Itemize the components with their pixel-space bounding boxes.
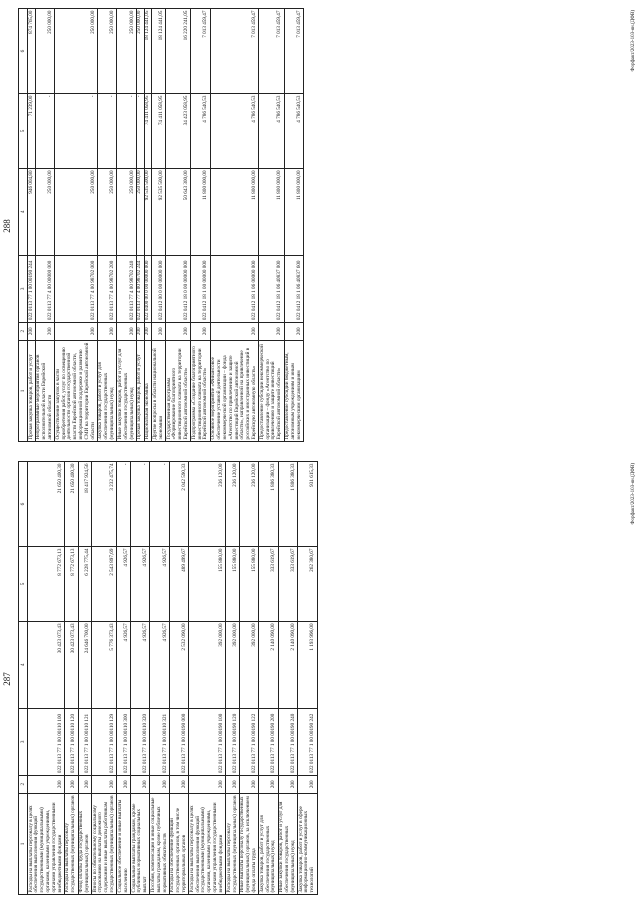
row-approved-cell: 250 000,00 — [97, 168, 116, 255]
row-admin-code-cell: 200 — [169, 775, 188, 793]
budget-table — [18, 461, 318, 895]
row-approved-cell: 250 000,00 — [136, 168, 144, 255]
column-header: 2 — [19, 322, 28, 340]
row-executed-cell: 2 543 897,69 — [92, 547, 117, 622]
row-remaining-cell: 250 000,00 — [136, 9, 144, 94]
row-approved-cell: 92 535 500,00 — [152, 168, 166, 255]
row-remaining-cell: 250 000,00 — [35, 9, 54, 94]
row-executed-cell: - — [55, 94, 98, 169]
row-executed-cell: 74 411 058,95 — [152, 94, 166, 169]
column-header: 6 — [19, 9, 28, 94]
row-budget-code-cell: 022 0113 77 1 00 00190 244 — [28, 255, 36, 322]
table-row — [278, 462, 297, 895]
row-budget-code-cell: 022 0113 77 1 00 00110 120 — [64, 708, 78, 775]
column-header: 2 — [19, 775, 28, 793]
row-name-cell: Расходы на выплаты персоналу в целях обеспечения выполнения функций государственными (муниципальными) органами, казенными учреждениями, органами управления государственными внебюджетными фондами — [189, 793, 226, 894]
table-row — [117, 9, 136, 442]
row-approved-cell: 250 000,00 — [35, 168, 54, 255]
row-executed-cell: 6 228 775,44 — [78, 547, 92, 622]
row-remaining-cell: 3 232 475,74 — [92, 462, 117, 547]
column-header: 1 — [19, 340, 28, 441]
row-name-cell: Прочая закупка товаров, работ и услуг — [136, 340, 144, 441]
row-name-cell: Иные закупки товаров, работ и услуг для обеспечения государственных (муниципальных) нужд — [117, 340, 136, 441]
row-remaining-cell: 7 013 459,47 — [191, 9, 210, 94]
row-admin-code-cell: 200 — [210, 322, 259, 340]
page-288 — [0, 0, 640, 452]
table-row — [64, 462, 78, 895]
row-budget-code-cell: 022 0113 77 1 00 00190 200 — [259, 708, 278, 775]
row-name-cell: Социальные выплаты гражданам, кроме публичных нормативных социальных выплат — [131, 793, 150, 894]
row-budget-code-cell: 022 0113 77 4 00 98702 240 — [117, 255, 136, 322]
row-executed-cell: 4 786 540,53 — [284, 94, 303, 169]
row-remaining-cell: - — [117, 462, 131, 547]
row-approved-cell: 11 800 000,00 — [284, 168, 303, 255]
row-admin-code-cell: 200 — [278, 775, 297, 793]
table-row — [97, 9, 116, 442]
row-name-cell: Фонд оплаты труда государственных (муниципальных) органов — [78, 793, 92, 894]
page-288-half — [0, 0, 640, 452]
row-approved-cell: 4 926,57 — [150, 621, 169, 708]
table-row — [136, 9, 144, 442]
row-remaining-cell: 250 000,00 — [97, 9, 116, 94]
row-executed-cell: 155 880,00 — [239, 547, 258, 622]
row-budget-code-cell: 022 0113 77 1 00 00110 321 — [150, 708, 169, 775]
row-remaining-cell: 1 806 380,33 — [278, 462, 297, 547]
row-executed-cell: 333 619,67 — [259, 547, 278, 622]
row-remaining-cell: 236 120,00 — [189, 462, 226, 547]
row-remaining-cell: 7 013 459,47 — [259, 9, 284, 94]
row-executed-cell: 262 380,67 — [298, 547, 317, 622]
table-row — [55, 9, 98, 442]
row-admin-code-cell: 200 — [28, 322, 36, 340]
row-budget-code-cell: 022 0113 77 1 00 00110 320 — [131, 708, 150, 775]
row-budget-code-cell: 022 0412 18 1 00 00000 000 — [191, 255, 210, 322]
row-executed-cell: 71 239,00 — [28, 94, 36, 169]
row-remaining-cell: 18 417 924,56 — [78, 462, 92, 547]
row-approved-cell: 4 926,57 — [131, 621, 150, 708]
table-row — [298, 462, 317, 895]
row-remaining-cell: 16 220 241,05 — [166, 9, 191, 94]
row-approved-cell: 2 140 090,00 — [278, 621, 297, 708]
row-remaining-cell: 1 806 380,33 — [259, 462, 278, 547]
row-budget-code-cell: 022 0113 77 4 00 98702 200 — [97, 255, 116, 322]
row-remaining-cell: 18 124 441,05 — [152, 9, 166, 94]
row-approved-cell: 250 000,00 — [55, 168, 98, 255]
row-admin-code-cell: 200 — [259, 775, 278, 793]
row-approved-cell: 50 643 300,00 — [166, 168, 191, 255]
table-row — [210, 9, 259, 442]
table-row — [259, 9, 284, 442]
row-name-cell: Иные выплаты персоналу государственных (муниципальных) органов, за исключением фонда оплаты труда — [239, 793, 258, 894]
row-remaining-cell: - — [131, 462, 150, 547]
row-executed-cell: 4 786 540,53 — [191, 94, 210, 169]
row-admin-code-cell: 200 — [131, 775, 150, 793]
table-row — [189, 462, 226, 895]
row-executed-cell: 4 926,57 — [117, 547, 131, 622]
row-executed-cell: 155 880,00 — [226, 547, 240, 622]
row-budget-code-cell: 022 0412 18 1 06 40837 000 — [259, 255, 284, 322]
row-executed-cell: - — [117, 94, 136, 169]
table-row — [28, 462, 65, 895]
table-row — [169, 462, 188, 895]
row-budget-code-cell: 022 0113 77 1 00 00110 300 — [117, 708, 131, 775]
row-approved-cell: 92 535 500,00 — [144, 168, 152, 255]
row-executed-cell: 4 926,57 — [150, 547, 169, 622]
table-row — [35, 9, 54, 442]
page-footer: Форфакт/2023-103-ян.(ДФВ) — [631, 10, 636, 72]
table-row — [144, 9, 152, 442]
table-row — [259, 462, 278, 895]
row-remaining-cell: - — [150, 462, 169, 547]
row-approved-cell: 30 423 073,43 — [64, 621, 78, 708]
row-approved-cell: 24 646 700,00 — [78, 621, 92, 708]
row-name-cell: Другие вопросы в области национальной экономики — [152, 340, 166, 441]
row-admin-code-cell: 200 — [191, 322, 210, 340]
page-footer: Форфакт/2023-103-ян.(ДФВ) — [631, 463, 636, 525]
page-287-half — [0, 453, 640, 905]
row-budget-code-cell: 022 0113 77 1 00 00110 121 — [78, 708, 92, 775]
column-header: 4 — [19, 168, 28, 255]
row-approved-cell: 2 532 090,00 — [169, 621, 188, 708]
row-admin-code-cell: 200 — [226, 775, 240, 793]
row-name-cell: Расходы на выплаты персоналу государственных (муниципальных) органов — [64, 793, 78, 894]
row-budget-code-cell: 022 0400 00 0 00 00000 000 — [144, 255, 152, 322]
row-admin-code-cell: 200 — [144, 322, 152, 340]
row-executed-cell: - — [136, 94, 144, 169]
row-admin-code-cell: 200 — [136, 322, 144, 340]
row-name-cell: Расходы на выплаты персоналу в целях обеспечения выполнения функций государственными (муниципальными) органами, казенными учреждениями, органами управления государственными внебюджетными фондами — [28, 793, 65, 894]
row-budget-code-cell: 022 0113 77 1 00 00110 100 — [28, 708, 65, 775]
table-row — [284, 9, 303, 442]
row-admin-code-cell: 200 — [97, 322, 116, 340]
table-row — [239, 462, 258, 895]
row-name-cell: Государственная программа «Формирование благоприятного инвестиционного климата на территории Еврейской автономной области» — [166, 340, 191, 441]
row-approved-cell: 30 423 073,43 — [28, 621, 65, 708]
row-remaining-cell: 7 013 459,47 — [210, 9, 259, 94]
row-remaining-cell: 236 120,00 — [239, 462, 258, 547]
table-row — [191, 9, 210, 442]
row-name-cell: Закупка товаров, работ и услуг для обеспечения государственных (муниципальных) нужд — [259, 793, 278, 894]
row-approved-cell: 392 000,00 — [226, 621, 240, 708]
row-budget-code-cell: 022 0113 77 1 00 00190 000 — [169, 708, 188, 775]
row-approved-cell: 2 140 090,00 — [259, 621, 278, 708]
column-header: 5 — [19, 547, 28, 622]
row-approved-cell: 4 926,57 — [117, 621, 131, 708]
page-287 — [0, 453, 640, 905]
row-name-cell: Закупка товаров, работ и услуг для обеспечения государственных (муниципальных) нужд — [97, 340, 116, 441]
row-remaining-cell: 18 124 441,05 — [144, 9, 152, 94]
row-budget-code-cell: 022 0113 77 1 00 00190 100 — [189, 708, 226, 775]
table-body — [28, 9, 304, 442]
row-name-cell: Предоставление субсидий бюджетным, автономным учреждениям и иным некоммерческим организациям — [284, 340, 303, 441]
column-header: 3 — [19, 255, 28, 322]
row-approved-cell: 250 000,00 — [117, 168, 136, 255]
table-header-row — [19, 462, 28, 895]
row-admin-code-cell: 200 — [78, 775, 92, 793]
table-body — [28, 462, 318, 895]
row-budget-code-cell: 022 0113 77 1 00 00190 120 — [226, 708, 240, 775]
row-name-cell: Расходы на обеспечение функций государственных органов, в том числе территориальных органов — [169, 793, 188, 894]
row-budget-code-cell: 022 0113 77 1 00 00190 242 — [298, 708, 317, 775]
row-remaining-cell: 21 650 400,30 — [64, 462, 78, 547]
row-remaining-cell: 2 042 590,33 — [169, 462, 188, 547]
row-budget-code-cell: 022 0113 77 4 00 00000 000 — [35, 255, 54, 322]
row-admin-code-cell: 200 — [284, 322, 303, 340]
row-remaining-cell: 236 120,00 — [226, 462, 240, 547]
row-admin-code-cell: 200 — [64, 775, 78, 793]
row-name-cell: Осуществление закупок в части приобретения работ, услуг по освещению деятельности органов государственной власти Еврейской автономной области, информационной поддержке и развитию СМИ на территории Еврейской автономной области — [55, 340, 98, 441]
column-header: 6 — [19, 462, 28, 547]
row-approved-cell: 946 004,80 — [28, 168, 36, 255]
row-executed-cell: 8 772 673,13 — [28, 547, 65, 622]
row-executed-cell: 34 423 058,95 — [166, 94, 191, 169]
row-name-cell: Взносы по обязательному социальному страхованию на выплаты денежного содержания и иные выплаты работникам государственных (муниципальных) органов — [92, 793, 117, 894]
row-name-cell: Основное мероприятие «Финансовое обеспечение уставной деятельности некоммерческой организации – фонда «Агентство по привлечению и защите инвестиций Еврейской автономной области», направленной на привлечение российских и иностранных инвестиций в Еврейскую автономную область» — [210, 340, 259, 441]
row-approved-cell: 11 800 000,00 — [210, 168, 259, 255]
row-budget-code-cell: 022 0412 00 0 00 00000 000 — [152, 255, 166, 322]
row-budget-code-cell: 022 0412 18 1 06 40837 600 — [284, 255, 303, 322]
row-budget-code-cell: 022 0412 18 1 06 00000 000 — [210, 255, 259, 322]
row-name-cell: Прочая закупка товаров, работ и услуг — [28, 340, 36, 441]
row-executed-cell: - — [97, 94, 116, 169]
row-admin-code-cell: 200 — [117, 775, 131, 793]
row-admin-code-cell: 200 — [150, 775, 169, 793]
row-budget-code-cell: 022 0113 77 4 00 98702 244 — [136, 255, 144, 322]
table-row — [78, 462, 92, 895]
row-executed-cell: - — [35, 94, 54, 169]
row-executed-cell: 74 411 058,95 — [144, 94, 152, 169]
page-number: 288 — [2, 219, 12, 233]
row-approved-cell: 392 000,00 — [189, 621, 226, 708]
row-budget-code-cell: 022 0113 77 1 00 00190 240 — [278, 708, 297, 775]
table-row — [150, 462, 169, 895]
row-executed-cell: 8 772 673,13 — [64, 547, 78, 622]
row-remaining-cell: 250 000,00 — [117, 9, 136, 94]
row-approved-cell: 11 800 000,00 — [191, 168, 210, 255]
row-name-cell: Расходы на выплаты персоналу государственных (муниципальных) органов — [226, 793, 240, 894]
row-executed-cell: 489 499,67 — [169, 547, 188, 622]
row-budget-code-cell: 022 0113 77 1 00 00190 122 — [239, 708, 258, 775]
row-admin-code-cell: 200 — [117, 322, 136, 340]
row-admin-code-cell: 200 — [259, 322, 284, 340]
row-name-cell: Пособия, компенсации и иные социальные выплаты гражданам, кроме публичных нормативных обязательств — [150, 793, 169, 894]
row-name-cell: Социальное обеспечение и иные выплаты населению — [117, 793, 131, 894]
row-remaining-cell: 250 000,00 — [55, 9, 98, 94]
column-header: 5 — [19, 94, 28, 169]
row-approved-cell: 392 000,00 — [239, 621, 258, 708]
column-header: 1 — [19, 793, 28, 894]
table-row — [92, 462, 117, 895]
row-name-cell: Национальная экономика — [144, 340, 152, 441]
row-admin-code-cell: 200 — [152, 322, 166, 340]
table-row — [131, 462, 150, 895]
row-budget-code-cell: 022 0113 77 1 00 00110 129 — [92, 708, 117, 775]
row-admin-code-cell: 200 — [239, 775, 258, 793]
table-row — [117, 462, 131, 895]
row-approved-cell: 1 193 996,00 — [298, 621, 317, 708]
row-remaining-cell: 7 013 459,47 — [284, 9, 303, 94]
row-executed-cell: 4 786 540,53 — [259, 94, 284, 169]
table-row — [28, 9, 36, 442]
row-admin-code-cell: 200 — [55, 322, 98, 340]
row-admin-code-cell: 200 — [166, 322, 191, 340]
row-remaining-cell: 931 615,33 — [298, 462, 317, 547]
row-admin-code-cell: 200 — [92, 775, 117, 793]
row-budget-code-cell: 022 0412 18 0 00 00000 000 — [166, 255, 191, 322]
row-executed-cell: 4 786 540,53 — [210, 94, 259, 169]
row-budget-code-cell: 022 0113 77 4 00 98702 000 — [55, 255, 98, 322]
table-row — [166, 9, 191, 442]
row-admin-code-cell: 200 — [28, 775, 65, 793]
row-executed-cell: 155 880,00 — [189, 547, 226, 622]
table-row — [226, 462, 240, 895]
row-remaining-cell: 874 765,00 — [28, 9, 36, 94]
row-executed-cell: 4 926,57 — [131, 547, 150, 622]
budget-table — [18, 8, 304, 442]
row-name-cell: Непрограммные мероприятия органов исполнительной власти Еврейской автономной области — [35, 340, 54, 441]
row-name-cell: Закупка товаров, работ и услуг в сфере информационно-коммуникационных технологий — [298, 793, 317, 894]
row-name-cell: Подпрограмма «Создание благоприятного инвестиционного климата на территории Еврейской автономной области» — [191, 340, 210, 441]
row-name-cell: Предоставление субсидии некоммерческой организации – фонду «Агентство по привлечению и защите инвестиций Еврейской автономной области» — [259, 340, 284, 441]
row-approved-cell: 5 776 373,43 — [92, 621, 117, 708]
row-admin-code-cell: 200 — [189, 775, 226, 793]
row-approved-cell: 11 800 000,00 — [259, 168, 284, 255]
row-executed-cell: 333 619,67 — [278, 547, 297, 622]
table-header-row — [19, 9, 28, 442]
row-name-cell: Иные закупки товаров, работ и услуг для обеспечения государственных (муниципальных) нужд — [278, 793, 297, 894]
row-admin-code-cell: 200 — [35, 322, 54, 340]
page-number: 287 — [2, 672, 12, 686]
column-header: 4 — [19, 621, 28, 708]
row-remaining-cell: 21 650 400,30 — [28, 462, 65, 547]
row-admin-code-cell: 200 — [298, 775, 317, 793]
column-header: 3 — [19, 708, 28, 775]
table-row — [152, 9, 166, 442]
